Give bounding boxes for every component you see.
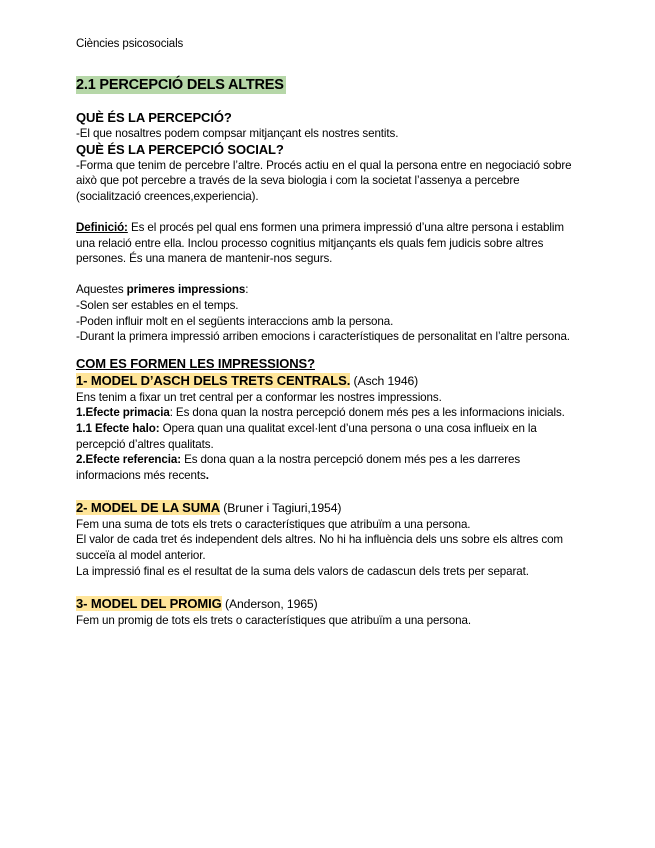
effect-reference — [76, 452, 582, 483]
effect-reference-label: 2.Efecte referencia: — [76, 453, 181, 467]
model3-heading — [76, 595, 582, 613]
model2-title: 2- MODEL DE LA SUMA — [76, 499, 220, 515]
model2-heading — [76, 499, 582, 517]
model2-line: Fem una suma de tots els trets o característiques que atribuïm a una persona. — [76, 517, 471, 531]
model3-cite: (Anderson, 1965) — [221, 596, 318, 611]
model1-intro: Ens tenim a fixar un tret central per a conformar les nostres impressions. — [76, 390, 442, 404]
model1-title: 1- MODEL D’ASCH DELS TRETS CENTRALS. — [76, 372, 351, 388]
effect-reference-text: Es dona quan a la nostra percepció donem més pes a les darreres informacions més recents — [76, 453, 521, 482]
effect-halo-text: Opera quan una qualitat excel·lent d’una persona o una cosa influeix en la percepció d’altres qualitats. — [76, 421, 537, 451]
model3-line: Fem un promig de tots els trets o característiques que atribuïm a una persona. — [76, 613, 471, 627]
model3-title: 3- MODEL DEL PROMIG — [76, 595, 222, 611]
effect-primacy — [76, 405, 582, 421]
list-item: -Solen ser estables en el temps. — [76, 298, 239, 312]
model2-line: El valor de cada tret és independent dels altres. No hi ha influència dels uns sobre els altres com succeïa al model anterior. — [76, 533, 563, 563]
how-impressions-title: COM ES FORMEN LES IMPRESSIONS? — [76, 355, 315, 371]
impressions-intro — [76, 282, 582, 298]
question-perception: QUÈ ÉS LA PERCEPCIÓ? — [76, 110, 232, 125]
model1-heading — [76, 372, 582, 390]
answer-perception: -El que nosaltres podem compsar mitjançant els nostres sentits. — [76, 127, 399, 140]
answer-social-perception: -Forma que tenim de percebre l’altre. Procés actiu en el qual la persona entre en negociació sobre això que pot percebre a través de la seva biologia i com la societat l’assenya a percebre (socialització creences,experiencia). — [76, 158, 572, 203]
definition-label: Definició: — [76, 220, 128, 234]
document-header: Ciències psicosocials — [76, 38, 184, 50]
model2-line: La impressió final es el resultat de la suma dels valors de cadascun dels trets per separat. — [76, 564, 529, 578]
list-item: -Durant la primera impressió arriben emocions i característiques de personalitat en l’altre persona. — [76, 330, 570, 344]
impressions-intro-text: Aquestes — [76, 283, 127, 297]
question-social-perception: QUÈ ÉS LA PERCEPCIÓ SOCIAL? — [76, 141, 284, 157]
effect-halo — [76, 421, 582, 452]
definition-paragraph — [76, 220, 582, 267]
list-item: -Poden influir molt en el següents interaccions amb la persona. — [76, 314, 394, 328]
effect-reference-end: . — [205, 468, 209, 482]
section-title: 2.1 PERCEPCIÓ DELS ALTRES — [76, 77, 284, 93]
effect-primacy-text: : Es dona quan la nostra percepció donem més pes a les informacions inicials. — [169, 406, 565, 420]
definition-text: Es el procés pel qual ens formen una primera impressió d’una altre persona i establim una relació entre ella. Inclou processo cognitius mitjançants els quals fem judicis sobre altres persones. És una manera de mantenir-nos segurs. — [76, 220, 564, 266]
document-body — [76, 110, 582, 628]
effect-halo-label: 1.1 Efecte halo: — [76, 421, 160, 435]
effect-primacy-label: 1.Efecte primacia — [76, 406, 170, 420]
impressions-colon: : — [245, 283, 249, 297]
impressions-bold: primeres impressions — [126, 283, 246, 297]
model1-cite: (Asch 1946) — [350, 373, 419, 388]
model2-cite: (Bruner i Tagiuri,1954) — [220, 500, 342, 515]
